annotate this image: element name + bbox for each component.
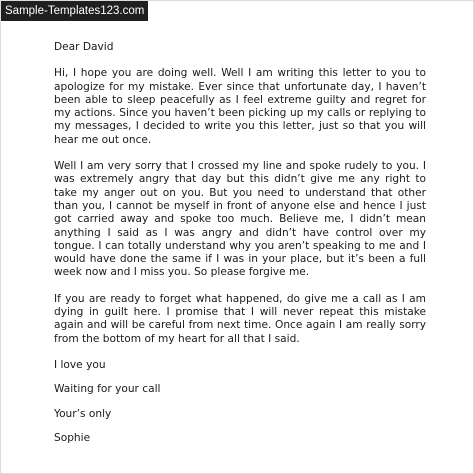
signature-name: Sophie — [54, 431, 91, 444]
closing-line-love: I love you — [54, 358, 106, 371]
site-watermark: Sample-Templates123.com — [1, 1, 148, 21]
letter-paragraph: Well I am very sorry that I crossed my line and spoke rudely to you. I was extremely angry that day but this didn’t give me any right to take my anger out on you. But you need to understand that other than you, I cannot be myself in front of anyone else and hence I just got carried away and spoke too much. Believe me, I didn’t mean anything I said as I was angry and didn’t have control over my tongue. I can totally understand why you aren’t speaking to me and I would have done the same if I was in your place, but it’s been a full week now and I miss you. So please forgive me. — [54, 160, 426, 279]
letter-body — [54, 41, 426, 445]
closing-line-sign-off: Your’s only — [54, 407, 112, 420]
letter-salutation: Dear David — [54, 41, 114, 53]
letter-paragraph: Hi, I hope you are doing well. Well I am writing this letter to you to apologize for my mistake. Ever since that unfortunate day, I haven’t been able to sleep peacefully as I feel extreme guilty and regret for my actions. Since you haven’t been picking up my calls or replying to my messages, I decided to write you this letter, just so that you will hear me out once. — [54, 67, 426, 146]
closing-line-waiting: Waiting for your call — [54, 383, 161, 396]
letter-paragraph: If you are ready to forget what happened, do give me a call as I am dying in guilt here. I promise that I will never repeat this mistake again and will be careful from next time. Once again I am really sorry from the bottom of my heart for all that I said. — [54, 292, 426, 345]
